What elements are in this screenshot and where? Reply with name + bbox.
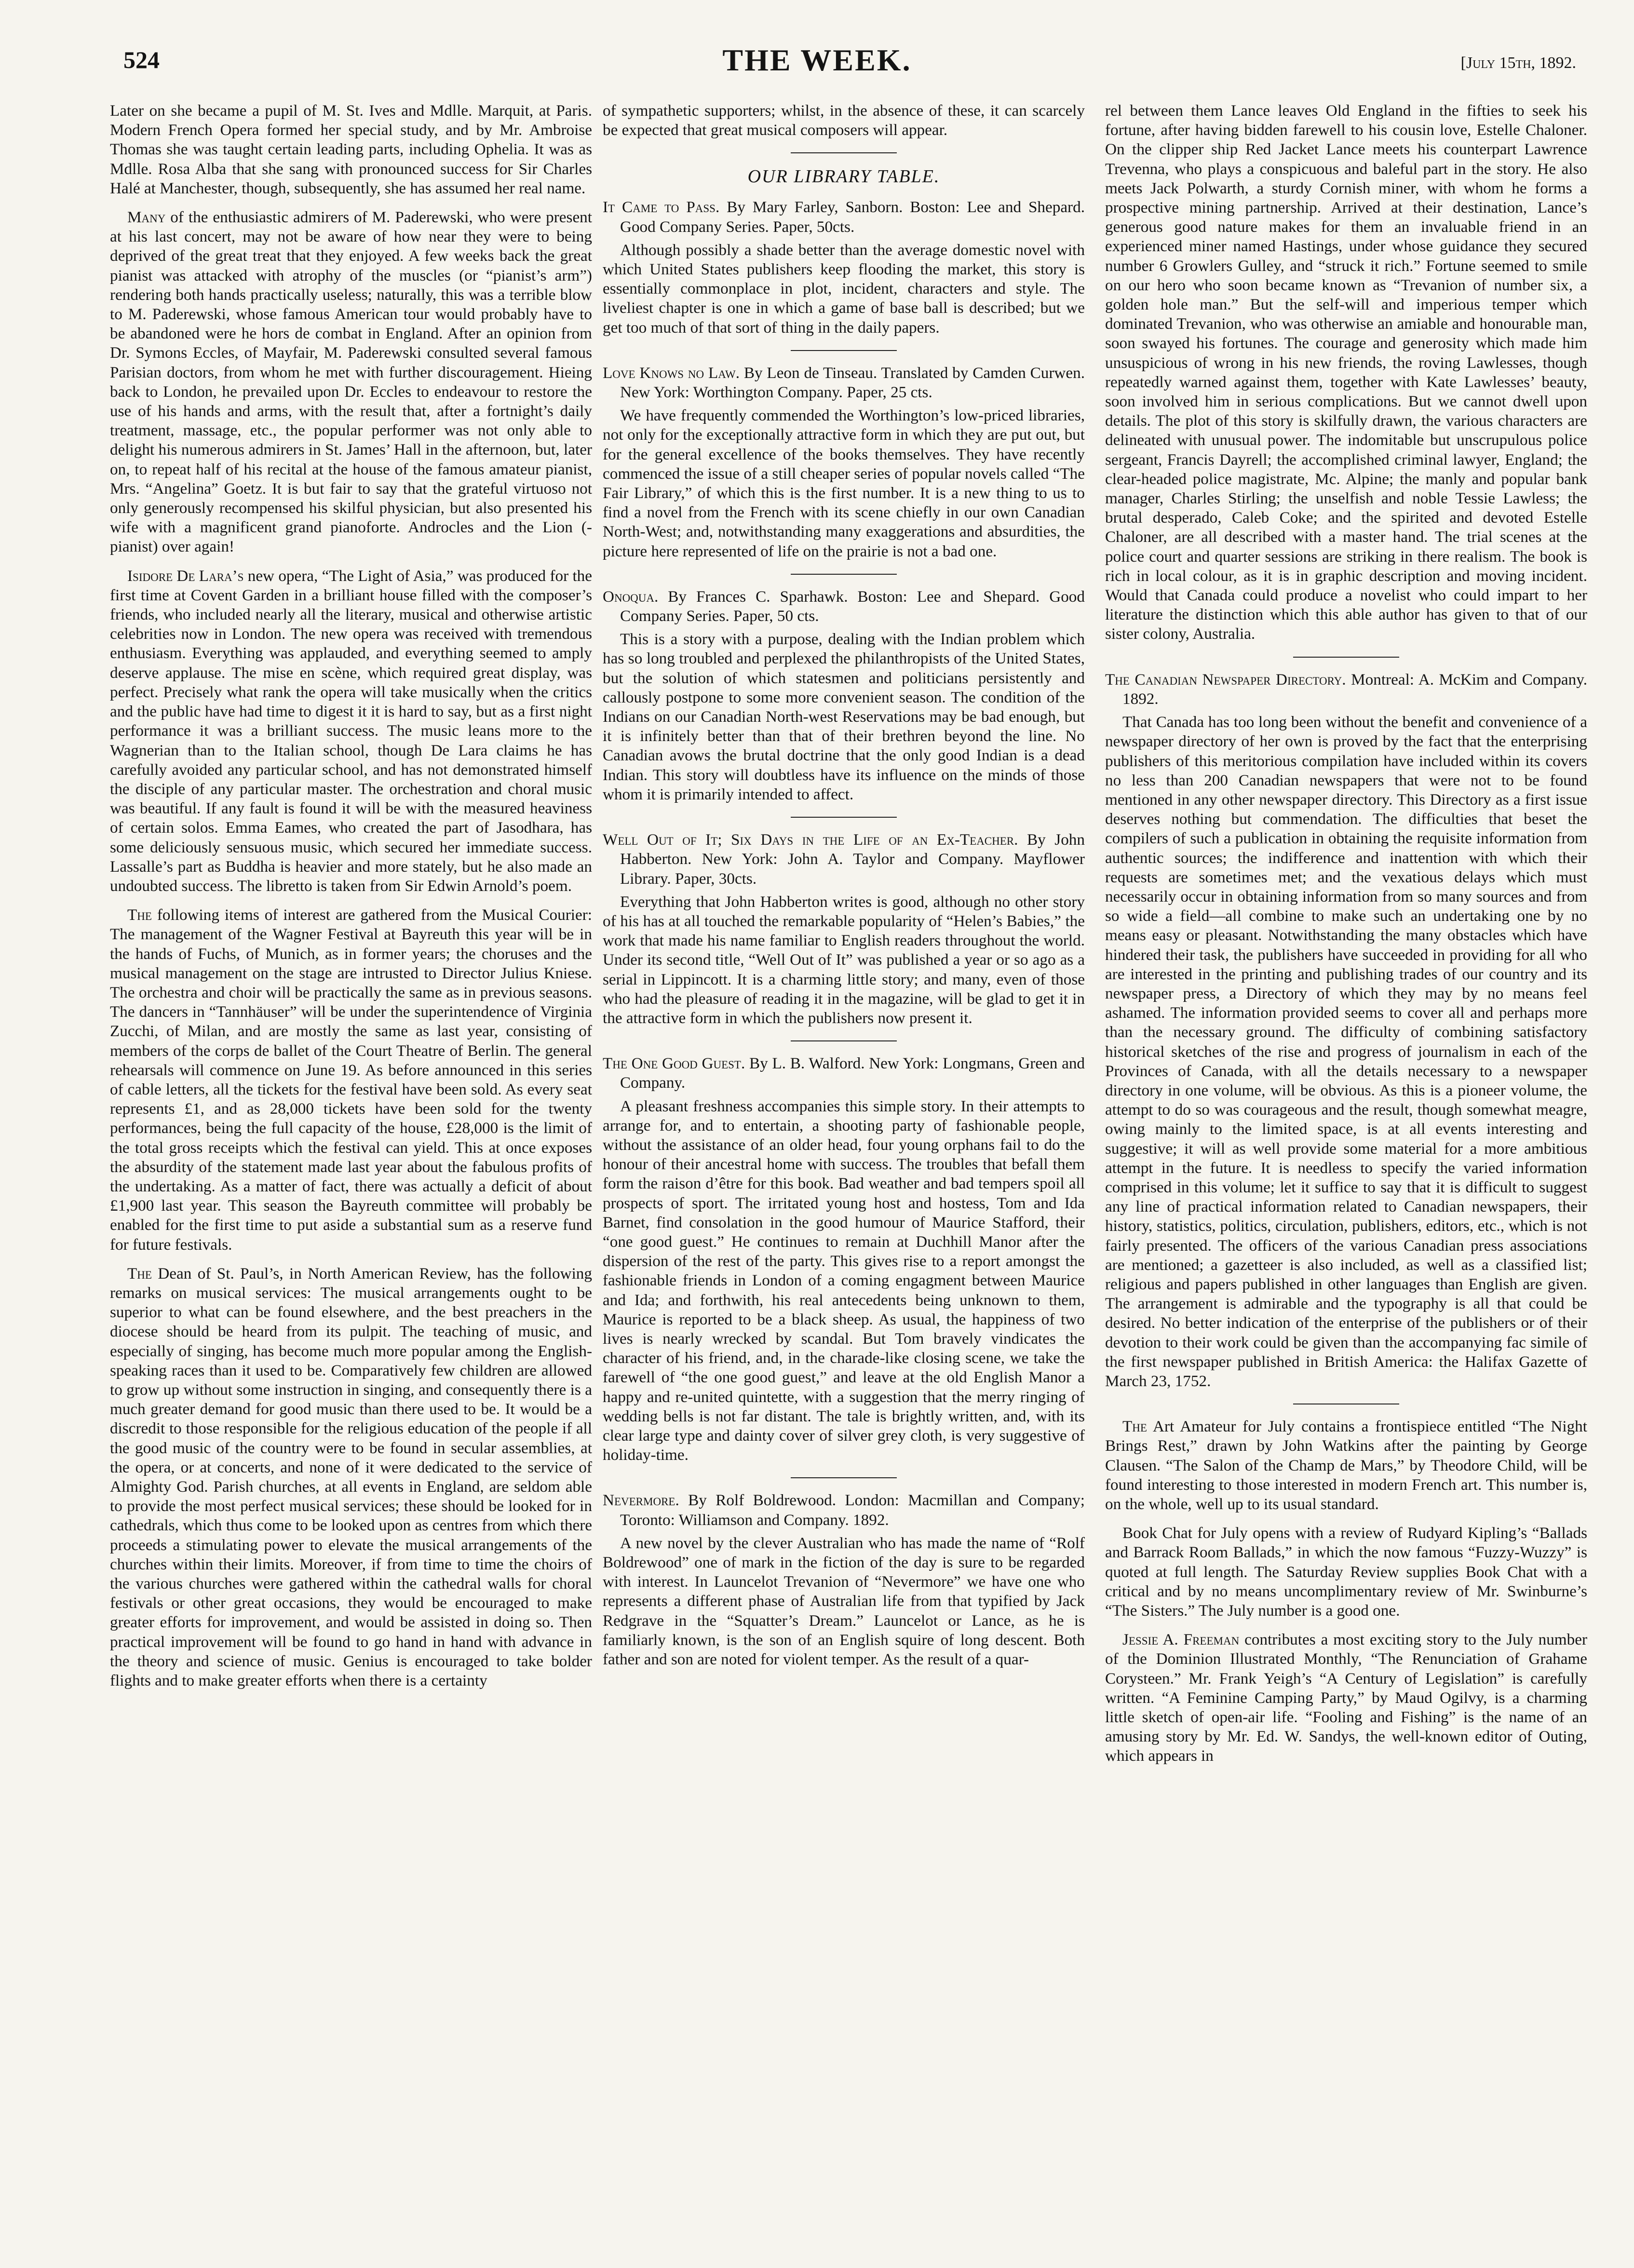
paragraph-text: following items of interest are gathered from the Musical Courier: The management of the Wagner Festival at Bayreuth this year will be in the hands of Fuchs, of Munich, as in former years; the choruses and the musical management on the stage are intrusted to Director Julius Kniese. The orchestra and choir will be practically the same as in previous seasons. The dancers in “Tannhäuser” will be under the superintendence of Virginia Zucchi, of Milan, and are mostly the same as last year, consisting of members of the corps de ballet of the Court Theatre of Berlin. The general rehearsals will commence on June 19. As before announced in this series of cable letters, all the tickets for the festival have been sold. As every seat represents £1, and as 28,000 tickets have been sold for the twenty performances, being the full capacity of the house, £28,000 is the limit of the total gross receipts which the festival can yield. This at once exposes the absurdity of the statement made last year about the fabulous profits of the undertaking. As a matter of fact, there was actually a deficit of about £1,900 last year. This season the Bayreuth committee will probably be enabled for the first time to put aside a substantial sum as a reserve fund for future festivals. <box>110 906 592 1254</box>
review-title: Well Out of It; Six Days in the Life of an Ex-Teacher. <box>603 831 1018 849</box>
review-entry <box>603 830 1085 1028</box>
review-entry <box>603 1491 1085 1669</box>
review-body: We have frequently commended the Worthington’s low-priced libraries, not only for the exceptionally attractive form in which they are put out, but for the general excellence of the books themselves. They have recently commenced the issue of a still cheaper series of popular novels called “The Fair Library,” of which this is the first number. It is a new thing to us to find a novel from the French with its scene chiefly in our own Canadian North-West; and, notwithstanding many exaggerations and absurdities, the picture here represented of life on the prairie is not a bad one. <box>603 406 1085 560</box>
paragraph <box>110 905 592 1255</box>
paragraph-text: of the enthusiastic admirers of M. Paderewski, who were present at his last concert, may not be aware of how near they were to being deprived of the great treat that they enjoyed. A few weeks back the great pianist was attacked with atrophy of the muscles (or “pianist’s arm”) rendering both hands practically useless; naturally, this was a terrible blow to M. Paderewski, whose famous American tour would probably have to be abandoned were he hors de combat in England. After an opinion from Dr. Symons Eccles, of Mayfair, M. Paderewski consulted several famous Parisian doctors, from whom he met with further discouragement. Hieing back to London, he prevailed upon Dr. Eccles to endeavour to restore the use of his hands and arms, with the result that, after a fortnight’s daily treatment, massage, etc., the popular performer was not only able to delight his numerous admirers in St. James’ Hall in the afternoon, but, later on, to repeat half of his recital at the house of the famous amateur pianist, Mrs. “Angelina” Goetz. It is but fair to say that the grateful virtuoso not only generously recompensed his skilful physician, but also presented his wife with a magnificent grand pianoforte. Androcles and the Lion (-pianist) over again! <box>110 208 592 556</box>
paragraph <box>110 567 592 896</box>
review-entry <box>603 1054 1085 1465</box>
review-title: The One Good Guest. <box>603 1054 745 1073</box>
paragraph-lead: The <box>127 906 152 924</box>
review-citation <box>603 1054 1085 1093</box>
review-bib: Montreal: A. McKim and Company. 1892. <box>1122 670 1587 708</box>
review-body: A new novel by the clever Australian who has made the name of “Rolf Boldrewood” one of mark in the fiction of the day is sure to be regarded with interest. In Launcelot Trevanion of “Nevermore” we have one who represents a different phase of Australian life from that typified by Jack Redgrave in the “Squatter’s Dream.” Launcelot or Lance, as he is familiarly known, is the son of an English squire of long descent. Both father and son are noted for violent temper. As the result of a quar- <box>603 1534 1085 1669</box>
review-title: It Came to Pass. <box>603 198 720 216</box>
review-citation <box>1105 670 1587 709</box>
paragraph-lead: Many <box>127 208 166 227</box>
paragraph: of sympathetic supporters; whilst, in the absence of these, it can scarcely be expected that great musical composers will appear. <box>603 102 1085 139</box>
column-2 <box>603 101 1085 2237</box>
paragraph: Book Chat for July opens with a review of Rudyard Kipling’s “Ballads and Barrack Room Ballads,” in which the now famous “Fuzzy-Wuzzy” is quoted at full length. The Saturday Review supplies Book Chat with a critical and by no means uncomplimentary review of Mr. Swinburne’s “The Sisters.” The July number is a good one. <box>1105 1524 1587 1620</box>
review-title: Nevermore. <box>603 1491 679 1510</box>
review-entry <box>603 364 1085 561</box>
review-bib: By Rolf Boldrewood. London: Macmillan and Company; Toronto: Williamson and Company. 1892. <box>620 1491 1085 1529</box>
review-bib: By John Habberton. New York: John A. Taylor and Company. Mayflower Library. Paper, 30cts. <box>620 831 1085 888</box>
column-1 <box>110 101 592 2237</box>
review-body: Everything that John Habberton writes is good, although no other story of his has at all touched the remarkable popularity of “Helen’s Babies,” the work that made his name familiar to English readers throughout the world. Under its second title, “Well Out of It” was published a year or so ago as a serial in Lippincott. It is a charming little story; and many, even of those who had the pleasure of reading it in the magazine, will be glad to get it in the attractive form in which the publishers now present it. <box>603 892 1085 1027</box>
paragraph-text: new opera, “The Light of Asia,” was produced for the first time at Covent Garden in a brilliant house filled with the composer’s friends, who included nearly all the literary, musical and otherwise artistic celebrities now in London. The new opera was received with tremendous enthusiasm. Everything was applauded, and everything seemed to amply deserve applause. The mise en scène, which required great display, was perfect. Precisely what rank the opera will take musically when the critics and the public have had time to digest it it is hard to say, but as a first night performance it was a brilliant success. The music leans more to the Wagnerian than to the Italian school, though De Lara claims he has carefully avoided any particular school, and has not demonstrated himself the disciple of any particular master. The orchestration and choral music was beautiful. If any fault is found it will be with the measured heaviness of certain solos. Emma Eames, who created the part of Jasodhara, has some deliciously sensuous music, which secured her immediate success. Lassalle’s part as Buddha is heavier and more stately, but he also made an undoubted success. The libretto is taken from Sir Edwin Arnold’s poem. <box>110 567 592 895</box>
review-citation <box>603 198 1085 236</box>
entry-rule <box>791 817 897 818</box>
review-bib: By Mary Farley, Sanborn. Boston: Lee and Shepard. Good Company Series. Paper, 50cts. <box>620 198 1085 236</box>
review-title: The Canadian Newspaper Directory. <box>1105 670 1346 688</box>
page-number: 524 <box>123 46 160 73</box>
paragraph-lead: The <box>127 1264 152 1282</box>
paragraph-lead: The <box>1122 1418 1147 1436</box>
review-body: This is a story with a purpose, dealing with the Indian problem which has so long troubled and perplexed the philanthropists of the United States, but the solution of which statesmen and politicians persistently and callously postpone to some more convenient season. The condition of the Indians on our Canadian North-west Reservations may be bad enough, but it is infinitely better than that of their brethren beyond the line. No Canadian avows the brutal doctrine that the only good Indian is a dead Indian. This story will doubtless have its influence on the minds of those whom it is primarily intended to affect. <box>603 630 1085 803</box>
paragraph-lead: Jessie A. Freeman <box>1122 1631 1240 1649</box>
review-bib: By Leon de Tinseau. Translated by Camden Curwen. New York: Worthington Company. Paper, 25 cts. <box>620 364 1085 402</box>
column-3 <box>1105 101 1587 2237</box>
review-entry <box>603 198 1085 337</box>
review-citation <box>603 364 1085 402</box>
review-bib: By Frances C. Sparhawk. Boston: Lee and Shepard. Good Company Series. Paper, 50 cts. <box>620 587 1085 625</box>
review-citation <box>603 1491 1085 1529</box>
entry-rule <box>791 350 897 351</box>
section-rule <box>791 152 897 153</box>
review-body: Although possibly a shade better than the average domestic novel with which United States publishers keep flooding the market, this story is essentially commonplace in plot, incident, characters and style. The liveliest chapter is one in which a game of base ball is described; but we get too much of that sort of thing in the daily papers. <box>603 241 1085 337</box>
paragraph <box>1105 1417 1587 1514</box>
review-body: That Canada has too long been without the benefit and convenience of a newspaper directory of her own is proved by the fact that the enterprising publishers of this meritorious compilation have included within its covers no less than 200 Canadian newspapers that were not to be found mentioned in any other newspaper directory. This Directory as a first issue deserves nothing but commendation. The difficulties that beset the compilers of such a publication in obtaining the requisite information from authentic sources; the indifference and inattention with which their requests are sometimes met; and the vexatious delays which must necessarily occur in obtaining information from so many sources and from so wide a field—all combine to make such an undertaking one by no means easy or pleasant. Notwithstanding the many obstacles which have hindered their task, the publishers have succeeded in providing for all who are interested in the printing and publishing trades of our country and its newspaper press, a Directory of which they may by no means feel ashamed. The information provided seems to cover all and perhaps more than the necessary ground. The difficulty of combining satisfactory historical sketches of the rise and progress of journalism in each of the Provinces of Canada, with all the details necessary to a newspaper directory in one volume, will be obvious. As this is a pioneer volume, the attempt to do so was courageous and the result, though somewhat meagre, owing mainly to the limited space, is at all events interesting and suggestive; it will as well provide some material for a more ambitious attempt in the future. It is needless to specify the varied information comprised in this volume; let it suffice to say that it is difficult to suggest any line of practical information related to Canadian newspapers, their history, statistics, politics, circulation, publishers, editors, etc., which is not fairly presented. The officers of the various Canadian press associations are mentioned; a gazetteer is also included, as well as a classified list; religious and papers published in other languages than English are given. The arrangement is admirable and the typography is all that could be desired. No better indication of the enterprise of the publishers or of their devotion to their work could be given than the accompanying fac simile of the first newspaper published in British America: the Halifax Gazette of March 23, 1752. <box>1105 713 1587 1390</box>
review-citation <box>603 587 1085 626</box>
paragraph-text: contributes a most exciting story to the July number of the Dominion Illustrated Monthly, “The Renunciation of Grahame Corysteen.” Mr. Frank Yeigh’s “A Century of Legislation” is carefully written. “A Feminine Camping Party,” by Maud Ogilvy, is a charming little sketch of open-air life. “Fooling and Fishing” is the name of an amusing story by Mr. Ed. W. Sandys, the well-known editor of Outing, which appears in <box>1105 1631 1587 1765</box>
paragraph-text: Dean of St. Paul’s, in North American Review, has the following remarks on musical services: The musical arrangements ought to be superior to what can be found elsewhere, and the best preachers in the diocese should be heard from its pulpit. The teaching of music, and especially of singing, has become much more popular among the English-speaking races than it used to be. Comparatively few children are allowed to grow up without some instruction in singing, and consequently there is a much greater demand for good music than there used to be. It would be a discredit to those responsible for the religious education of the people if all the good music of the country were to be found in secular assemblies, at the opera, or at concerts, and none of it were dedicated to the service of Almighty God. Parish churches, at all events in England, are seldom able to provide the most perfect musical services; these should be looked for in cathedrals, which thus come to be looked upon as centres from which there proceeds a stimulating power to elevate the musical arrangements of the churches within their limits. Moreover, if from time to time the choirs of the various churches were gathered within the cathedral walls for choral festivals or other great occasions, they would be encouraged to make greater efforts for improvement, and would be assisted in doing so. Then practical improvement will be found to go hand in hand with advance in the theory and science of music. Genius is encouraged to take bolder flights and to make greater efforts when there is a certainty <box>110 1264 592 1690</box>
paragraph-text: Art Amateur for July contains a frontispiece entitled “The Night Brings Rest,” drawn by John Watkins after the painting by George Clausen. “The Salon of the Champ de Mars,” by Theodore Child, will be found interesting to those interested in modern French art. This number is, on the whole, well up to its usual standard. <box>1105 1418 1587 1513</box>
paragraph <box>1105 1630 1587 1766</box>
review-entry <box>603 587 1085 804</box>
paragraph: Later on she became a pupil of M. St. Ives and Mdlle. Marquit, at Paris. Modern French Opera formed her special study, and by Mr. Ambroise Thomas she was taught certain leading parts, including Ophelia. It was as Mdlle. Rosa Alba that she sang with pronounced success for Sir Charles Halé at Manchester, though, subsequently, she has assumed her real name. <box>110 102 592 197</box>
entry-rule <box>791 1477 897 1478</box>
issue-date: [July 15th, 1892. <box>1460 54 1576 72</box>
review-bib: By L. B. Walford. New York: Longmans, Green and Company. <box>620 1054 1085 1092</box>
paragraph: rel between them Lance leaves Old England in the fifties to seek his fortune, after having bidden farewell to his cousin love, Estelle Chaloner. On the clipper ship Red Jacket Lance meets his counterpart Lawrence Trevenna, who plays a conspicuous and baleful part in the story. He also meets Jack Polwarth, a sturdy Cornish miner, with whom he forms a prospective mining partnership. Arrived at their destination, Lance’s generous good nature makes for them an invaluable friend in an experienced miner named Hastings, under whose guidance they secured number 6 Growlers Gulley, and “struck it rich.” Fortune seemed to smile on our hero who soon became known as “Trevanion of number six, a golden hole man.” But the self-will and imperious temper which dominated Trevanion, who was otherwise an amiable and honourable man, soon swayed his fortunes. The courage and generosity which made him unsuspicious of wrong in his new friends, the roving Lawlesses, though repeatedly warned against them, together with Kate Lawlesses’ beauty, soon involved him in serious complications. But we cannot dwell upon details. The plot of this story is skilfully drawn, the various characters are delineated with unusual power. The indomitable but unscrupulous police sergeant, Francis Dayrell; the accomplished criminal lawyer, England; the clear-headed police magistrate, Mc. Alpine; the manly and popular bank manager, Charles Stirling; the unselfish and noble Tessie Lawless; the brutal desperado, Caleb Coke; and the spirited and devoted Estelle Chaloner, are all described with a master hand. The trial scenes at the police court and quarter sessions are striking in there realism. The book is rich in local colour, as it is in graphic description and moving incident. Would that Canada could produce a novelist who could impart to her literature the distinction which this able author has given to that of our sister colony, Australia. <box>1105 102 1587 643</box>
entry-rule <box>791 1040 897 1041</box>
review-title: Onoqua. <box>603 587 659 606</box>
masthead-title: THE WEEK. <box>722 43 912 77</box>
paragraph <box>110 208 592 557</box>
entry-rule <box>1293 657 1399 658</box>
review-entry <box>1105 670 1587 1391</box>
paragraph <box>110 1264 592 1690</box>
paragraph-lead: Isidore De Lara’s <box>127 567 244 585</box>
section-title: OUR LIBRARY TABLE. <box>747 166 940 187</box>
review-body: A pleasant freshness accompanies this simple story. In their attempts to arrange for, and to entertain, a shooting party of fashionable people, without the assistance of an older head, four young orphans fail to do the honour of their ancestral home with success. The troubles that befall them form the raison d’être for this book. Bad weather and bad tempers spoil all prospects of sport. The irritated young host and hostess, Tom and Ida Barnet, find consolation in the good humour of Maurice Stafford, their “one good guest.” He continues to remain at Duchhill Manor after the dispersion of the rest of the party. This gives rise to a report amongst the fashionable friends in London of a coming engagment between Maurice and Ida; and forthwith, his real antecedents being unknown to them, Maurice is reported to be a black sheep. As usual, the happiness of two lives is nearly wrecked by scandal. But Tom bravely vindicates the character of his friend, and, in the charade-like closing scene, we take the farewell of “the one good guest,” and leave at the old English Manor a happy and re-united quintette, with a suggestion that the merry ringing of wedding bells is not far distant. The tale is brightly written, and, with its clear large type and dainty cover of silver grey cloth, is very suggestive of holiday-time. <box>603 1097 1085 1464</box>
review-citation <box>603 830 1085 889</box>
review-title: Love Knows no Law. <box>603 364 740 382</box>
entry-rule <box>791 574 897 575</box>
